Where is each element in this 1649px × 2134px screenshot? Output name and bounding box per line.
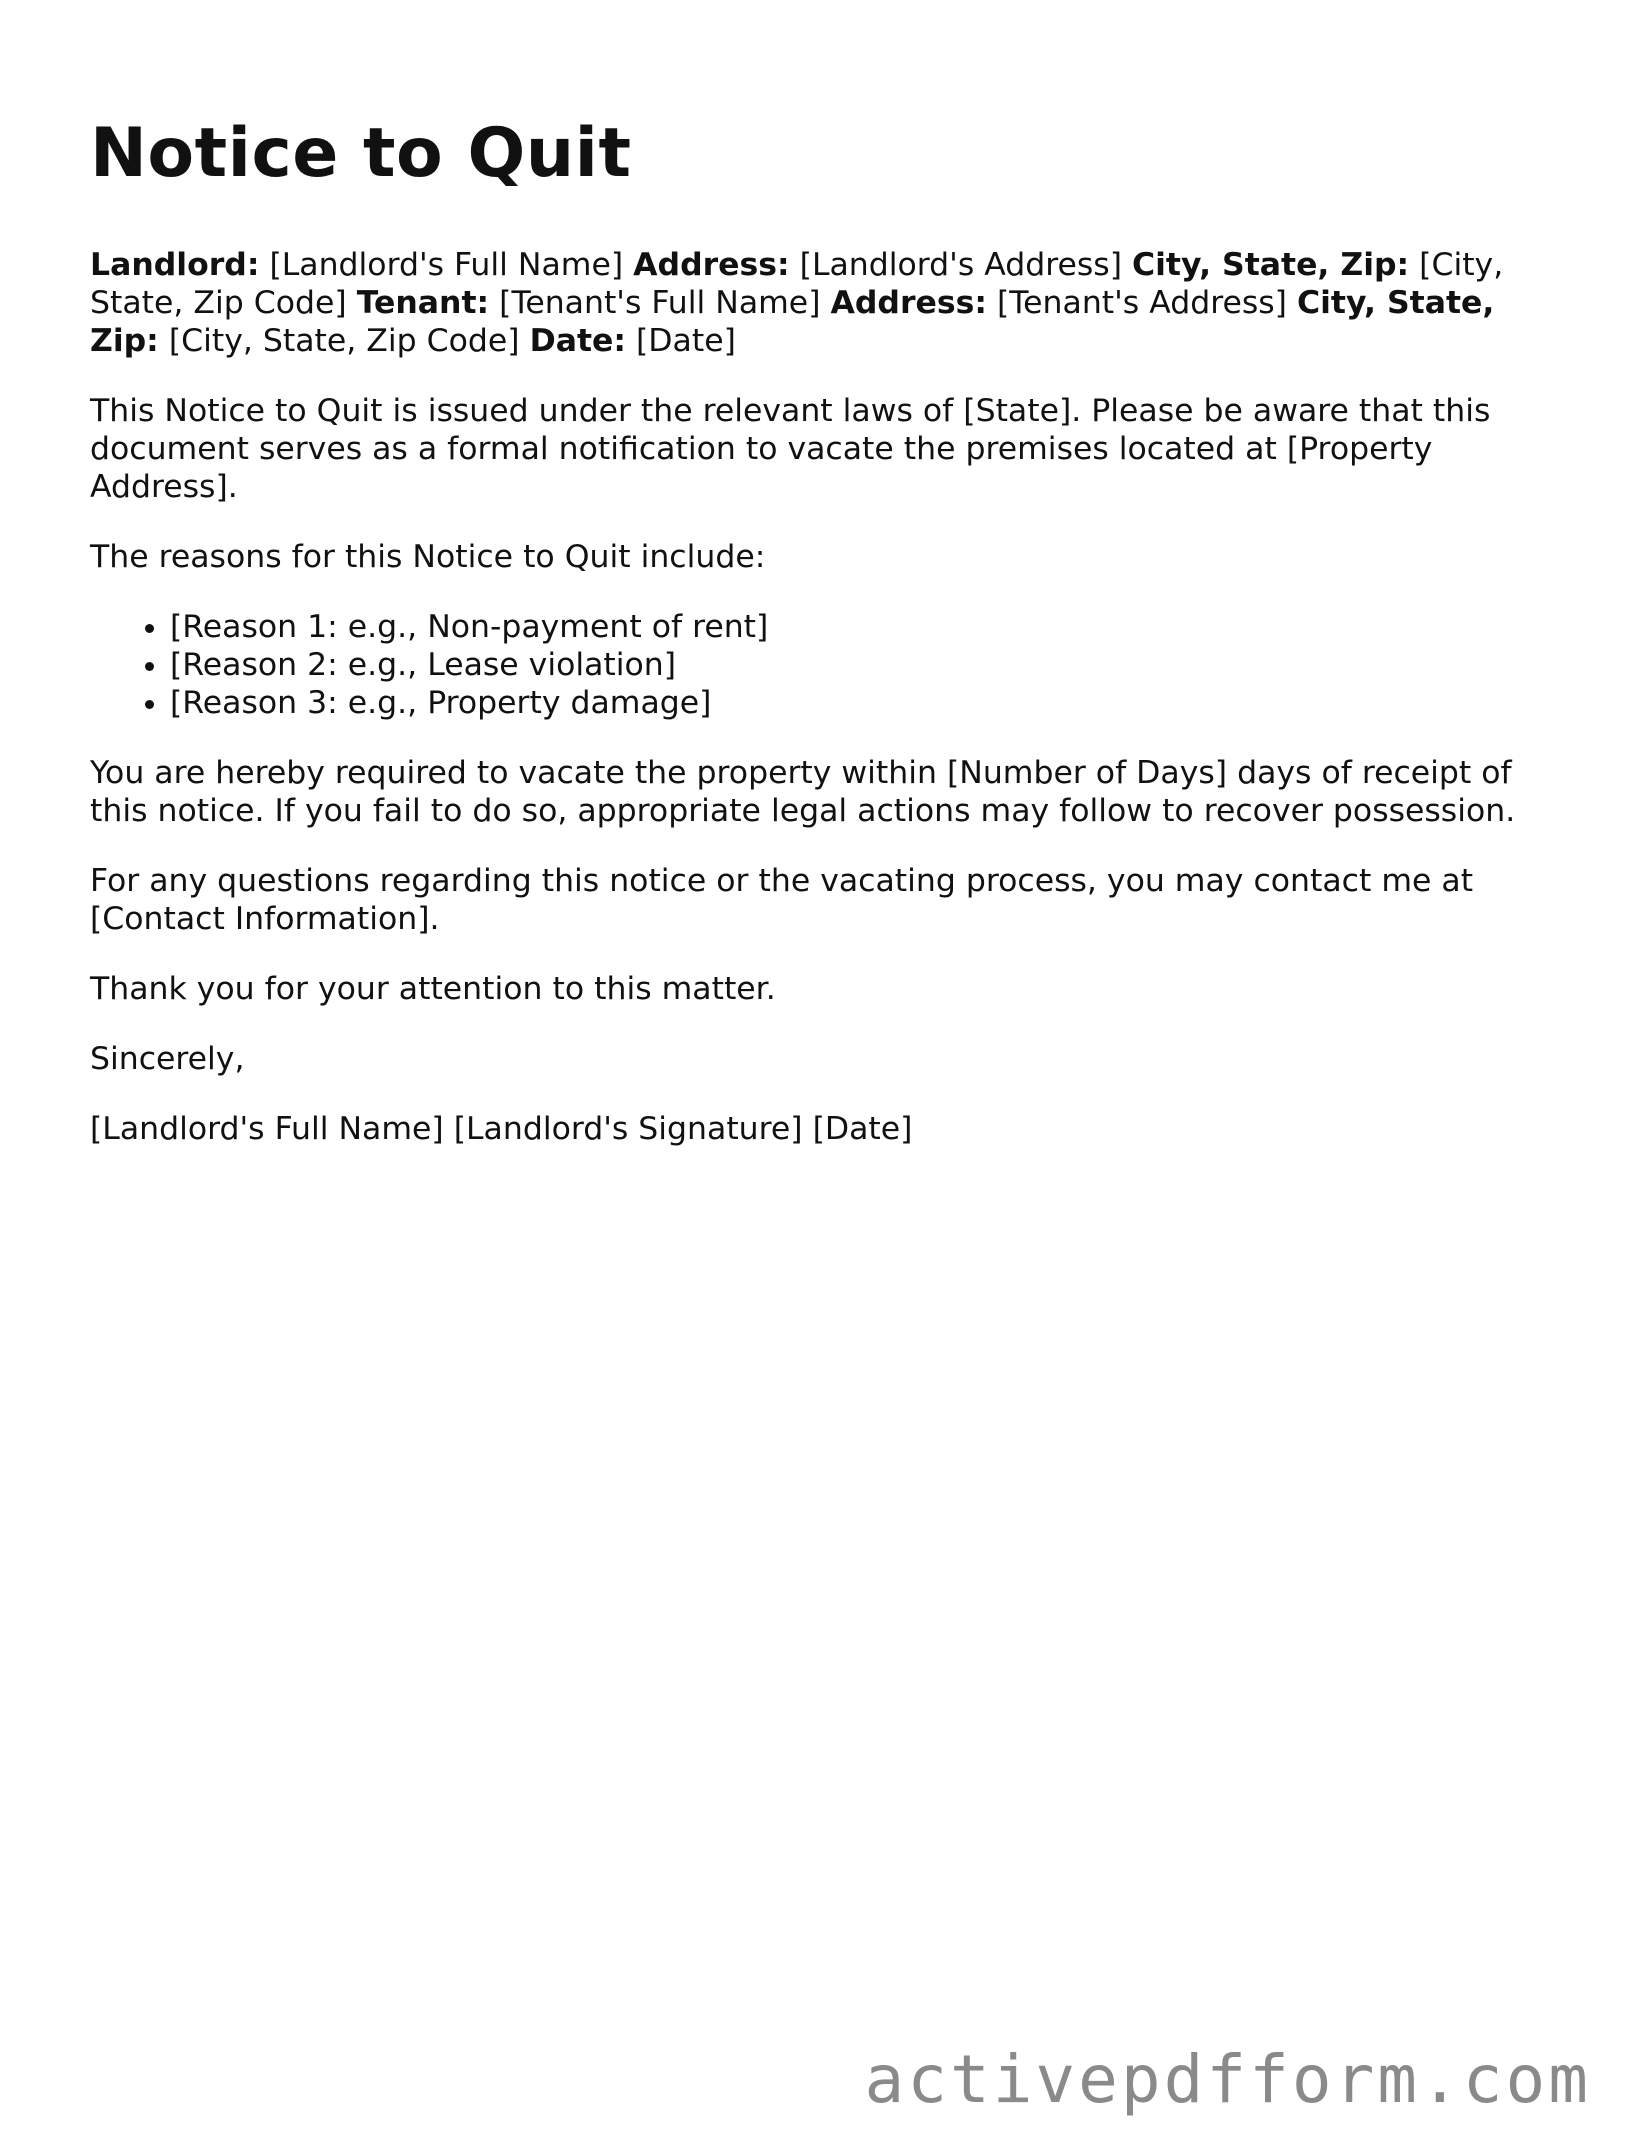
thanks-paragraph: Thank you for your attention to this matter. [90, 971, 776, 1007]
landlord-address: [Landlord's Address] [799, 247, 1122, 283]
date-value: [Date] [636, 323, 736, 359]
watermark: activepdfform.com [864, 2041, 1591, 2118]
list-item: • [Reason 3: e.g., Property damage] [170, 684, 1570, 722]
list-item: • [Reason 1: e.g., Non-payment of rent] [170, 608, 1570, 646]
parties-block [90, 246, 1570, 360]
landlord-label: Landlord: [90, 247, 260, 283]
document-title: Notice to Quit [90, 114, 632, 193]
landlord-name: [Landlord's Full Name] [269, 247, 624, 283]
tenant-label: Tenant: [356, 285, 490, 321]
tenant-address: [Tenant's Address] [997, 285, 1287, 321]
closing: Sincerely, [90, 1041, 245, 1077]
contact-paragraph: For any questions regarding this notice or the vacating process, you may contact me at [Contact Information]. [90, 863, 1474, 937]
reasons-heading: The reasons for this Notice to Quit include: [90, 539, 766, 575]
tenant-city-label: City, State, Zip: [90, 285, 1495, 359]
landlord-city: [City, State, Zip Code] [90, 247, 1504, 321]
tenant-address-label: Address: [830, 285, 987, 321]
document-page [90, 112, 1570, 1180]
reasons-list [90, 608, 1570, 722]
landlord-address-label: Address: [633, 247, 790, 283]
signature-line: [Landlord's Full Name] [Landlord's Signature] [Date] [90, 1111, 913, 1147]
landlord-city-label: City, State, Zip: [1132, 247, 1410, 283]
requirement-paragraph: You are hereby required to vacate the property within [Number of Days] days of receipt of this notice. If you fail to do so, appropriate legal actions may follow to recover possession. [90, 755, 1516, 829]
list-item: • [Reason 2: e.g., Lease violation] [170, 646, 1570, 684]
tenant-name: [Tenant's Full Name] [499, 285, 821, 321]
date-label: Date: [529, 323, 626, 359]
tenant-city: [City, State, Zip Code] [168, 323, 520, 359]
intro-paragraph: This Notice to Quit is issued under the relevant laws of [State]. Please be aware that this document serves as a formal notification to vacate the premises located at [Property Address]. [90, 393, 1491, 505]
